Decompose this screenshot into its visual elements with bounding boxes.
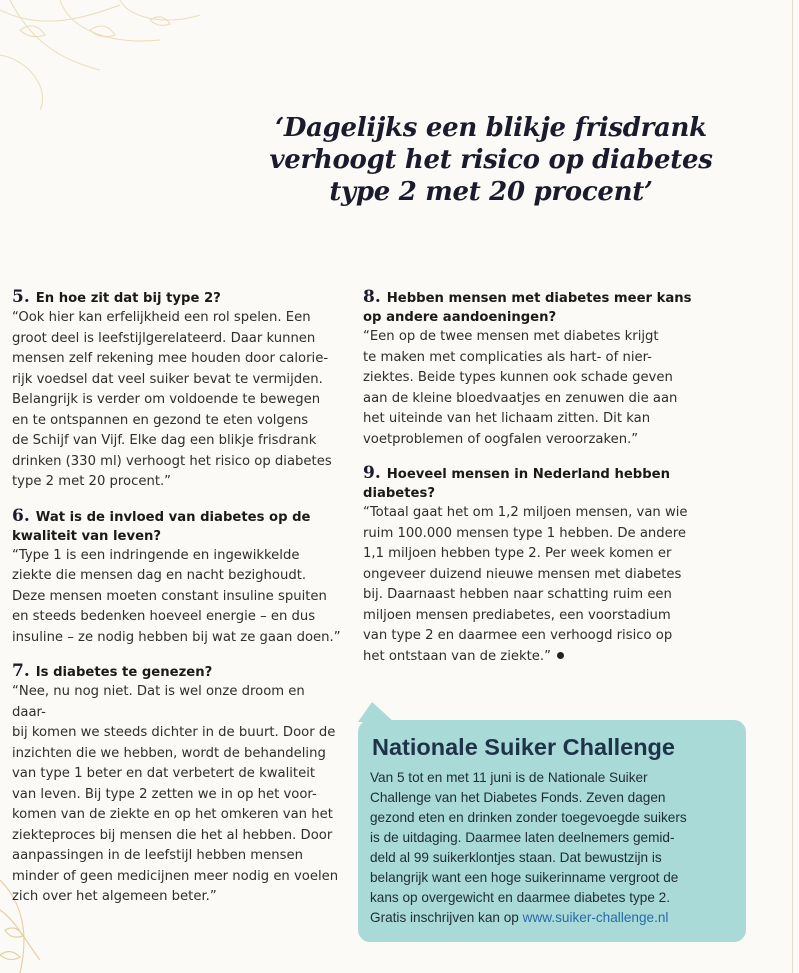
floral-decoration-top-left [0,0,240,110]
answer-text-body: “Totaal gaat het om 1,2 miljoen mensen, van wie ruim 100.000 mensen type 1 hebben. De andere 1,1 miljoen hebben type 2. Per week komen er ongeveer duizend nieuwe mensen met diabetes bij. Daarnaast hebben naar schatting ruim een miljoen mensen prediabetes, een voorstadium van type 2 en daarmee een verhoogd risico op het ontstaan van de ziekte.” [363,505,688,664]
qa-item-8 [363,288,698,450]
challenge-box-title: Nationale Suiker Challenge [372,734,675,760]
question-text: Hebben mensen met diabetes meer kans op andere aandoeningen? [363,291,692,325]
question-number: 9. [363,463,381,483]
answer-text: “Nee, nu nog niet. Dat is wel onze droom en daar- bij komen we steeds dichter in de buurt. Door de inzichten die we hebben, wordt de behandeling van type 1 beter en dat verbetert de kwaliteit van leven. Bij type 2 zetten we in op het voor- komen van de ziekte en op het omkeren van het ziekteproces bij mensen die het al hebben. Door aanpassingen in de leefstijl hebben mensen minder of geen medicijnen meer nodig en voelen zich over het algemeen beter.” [12,684,339,904]
challenge-box-body [370,768,740,928]
question-heading [12,507,342,546]
question-number: 8. [363,287,381,307]
question-heading [363,464,698,503]
challenge-box [358,720,746,942]
question-text: Is diabetes te genezen? [35,665,213,680]
left-column [12,288,342,922]
question-number: 7. [12,661,30,681]
pull-quote-text: ‘Dagelijks een blikje frisdrank verhoogt het risico op diabetes type 2 met 20 procent’ [269,113,713,207]
answer-text: “Een op de twee mensen met diabetes krijgt te maken met complicaties als hart- of nier- ziektes. Beide types kunnen ook schade geven aan de kleine bloedvaatjes en zenuwen die aan het uiteinde van het lichaam zitten. Dit kan voetproblemen of oogfalen veroorzaken.” [363,329,678,447]
page-edge-line [792,0,793,973]
end-of-article-dot [557,652,564,659]
question-heading [363,288,698,327]
question-number: 5. [12,287,30,307]
question-text: Wat is de invloed van diabetes op de kwaliteit van leven? [12,509,311,544]
challenge-website-link[interactable]: www.suiker-challenge.nl [522,910,669,925]
challenge-box-text: Van 5 tot en met 11 juni is de Nationale Suiker Challenge van het Diabetes Fonds. Zeven dagen gezond eten en drinken zonder toegevoegde suikers is de uitdaging. Daarmee laten deelnemers gemid- deld al 99 suikerklontjes staan. Dat bewustzijn is belangrijk want een hoge suikerinname vergroot de kans op overgewicht en daarmee diabetes type 2. Gratis inschrijven kan op [370,770,687,925]
answer-text: “Ook hier kan erfelijkheid een rol spelen. Een groot deel is leefstijlgerelateerd. Daar kunnen mensen zelf rekening mee houden door calorie- rijk voedsel dat veel suiker bevat te vermijden. Belangrijk is verder om voldoende te bewegen en te ontspannen en gezond te eten volgens de Schijf van Vijf. Elke dag een blikje frisdrank drinken (330 ml) verhoogt het risico op diabetes type 2 met 20 procent.” [12,310,332,489]
qa-item-7 [12,662,342,908]
answer-text [363,503,698,667]
question-heading [12,288,342,308]
question-text: En hoe zit dat bij type 2? [35,291,221,306]
pull-quote [236,112,746,208]
qa-item-6 [12,507,342,649]
qa-item-9 [363,464,698,667]
answer-text: “Type 1 is een indringende en ingewikkelde ziekte die mensen dag en nacht bezighoudt. Deze mensen moeten constant insuline spuiten en steeds bedenken hoeveel energie – en dus insuline – ze nodig hebben bij wat ze gaan doen.” [12,547,341,645]
question-number: 6. [12,505,30,526]
qa-item-5 [12,288,342,493]
question-text: Hoeveel mensen in Nederland hebben diabetes? [363,467,670,501]
challenge-box-tab [358,702,394,722]
right-column [363,288,698,681]
question-heading [12,662,342,682]
